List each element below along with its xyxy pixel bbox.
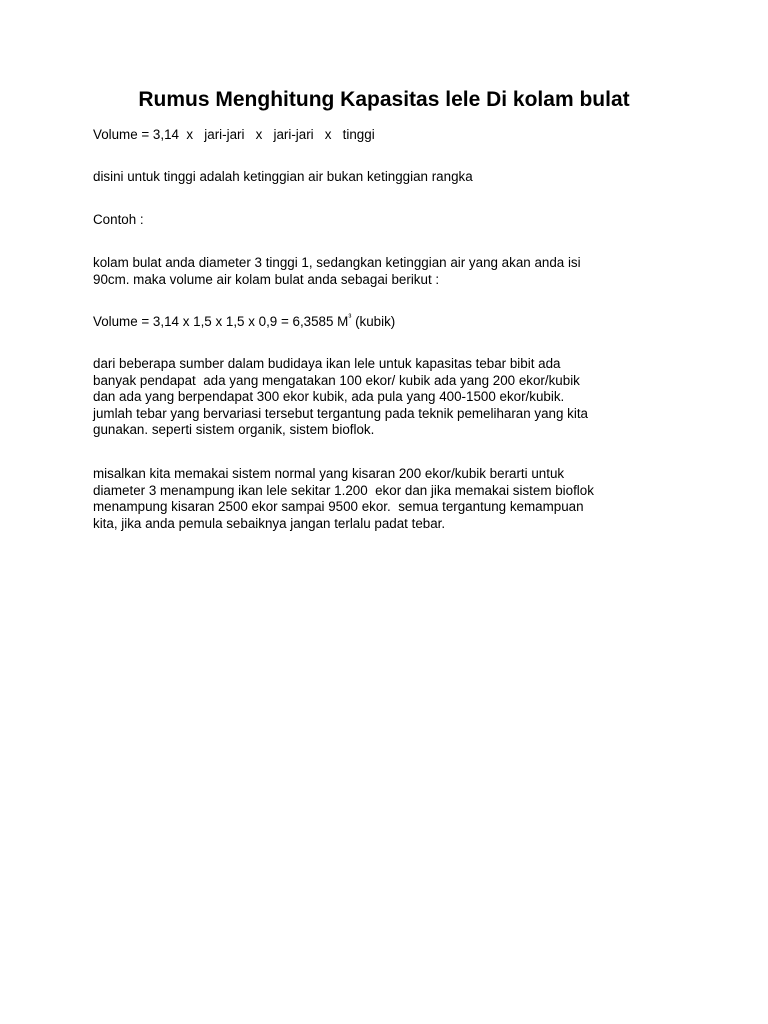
document-title: Rumus Menghitung Kapasitas lele Di kolam bulat	[138, 88, 630, 111]
example-heading: Contoh :	[93, 212, 144, 227]
example-paragraph: kolam bulat anda diameter 3 tinggi 1, sedangkan ketinggian air yang akan anda isi 90cm. maka volume air kolam bulat anda sebagai berikut :	[93, 255, 581, 287]
formula-paragraph: Volume = 3,14 x jari-jari x jari-jari x tinggi	[93, 127, 375, 142]
note-paragraph: disini untuk tinggi adalah ketinggian air bukan ketinggian rangka	[93, 169, 473, 184]
cubic-superscript: ³	[348, 311, 352, 322]
conclusion-paragraph: misalkan kita memakai sistem normal yang kisaran 200 ekor/kubik berarti untuk diameter 3 menampung ikan lele sekitar 1.200 ekor dan jika memakai sistem bioflok menampung kisaran 2500 ekor sampai 9500 ekor. semua tergantung kemampuan kita, jika anda pemula sebaiknya jangan terlalu padat tebar.	[93, 466, 594, 531]
capacity-paragraph: dari beberapa sumber dalam budidaya ikan lele untuk kapasitas tebar bibit ada banyak pendapat ada yang mengatakan 100 ekor/ kubik ada yang 200 ekor/kubik dan ada yang berpendapat 300 ekor kubik, ada pula yang 400-1500 ekor/kubik. jumlah tebar yang bervariasi tersebut tergantung pada teknik pemeliharan yang kita gunakan. seperti sistem organik, sistem bioflok.	[93, 356, 589, 437]
calculation-main: Volume = 3,14 x 1,5 x 1,5 x 0,9 = 6,3585 M	[93, 314, 349, 329]
calculation-paragraph	[93, 311, 693, 331]
calculation-suffix: (kubik)	[351, 314, 396, 329]
